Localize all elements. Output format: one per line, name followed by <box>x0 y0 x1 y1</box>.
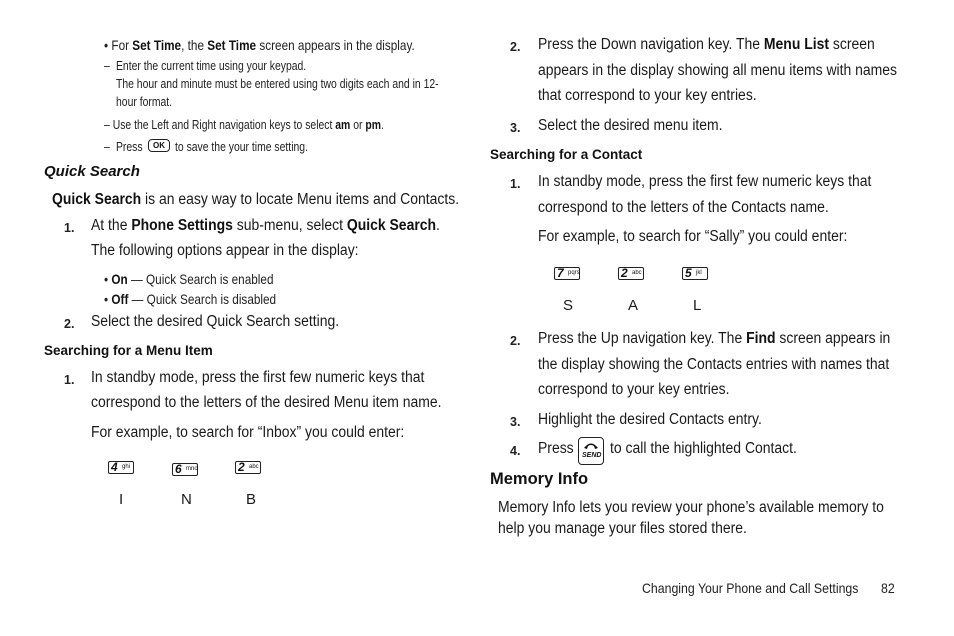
option-off <box>104 291 276 307</box>
option-on <box>104 271 273 287</box>
bold-term: Off <box>111 291 129 307</box>
page-number: 82 <box>881 580 895 596</box>
key-2-icon <box>618 267 644 280</box>
text: screen <box>829 36 875 53</box>
text: Press the Up navigation key. The <box>538 330 747 347</box>
text: Press <box>116 139 143 154</box>
dash: – <box>104 58 110 73</box>
key-letters: pqrs <box>568 270 580 276</box>
step-text: Press <box>538 440 574 457</box>
key-6-icon <box>172 463 198 476</box>
text: At the <box>91 217 132 234</box>
dash: – <box>104 117 110 132</box>
bold-term: Set Time <box>207 37 257 53</box>
step-number: 1. <box>64 373 75 387</box>
step-text-line: correspond to the letters of the Contacts name. <box>538 199 829 216</box>
key-digit: 6 <box>175 462 182 476</box>
letter: I <box>119 491 124 508</box>
bold-term: Find <box>746 330 776 347</box>
step-text <box>91 217 440 235</box>
step-text-line: correspond to the letters of the desired Menu item name. <box>91 394 442 411</box>
key-digit: 2 <box>621 266 628 280</box>
bold-term: Quick Search <box>346 217 437 234</box>
step-text-line: appears in the display showing all menu items with names <box>538 62 898 79</box>
step-number: 3. <box>510 121 521 135</box>
send-key-label: SEND <box>582 452 602 459</box>
step-text: Select the desired menu item. <box>538 117 723 134</box>
letter: S <box>563 297 574 314</box>
step-text: Select the desired Quick Search setting. <box>91 313 340 330</box>
step-number: 2. <box>510 40 521 54</box>
ok-key-icon: OK <box>148 139 170 152</box>
bullet: • <box>104 291 109 307</box>
dash: – <box>104 139 110 154</box>
key-2-icon <box>235 461 261 474</box>
text: . <box>380 117 384 132</box>
paragraph-line: Memory Info lets you review your phone’s available memory to <box>498 499 884 516</box>
text: or <box>350 117 366 132</box>
text: , the <box>181 37 208 53</box>
quick-search-heading: Quick Search <box>44 163 140 180</box>
paragraph-line: help you manage your files stored there. <box>498 520 747 537</box>
key-letters: ghi <box>122 464 131 470</box>
text: Use the Left and Right navigation keys to select <box>112 117 336 132</box>
example-text: For example, to search for “Inbox” you could enter: <box>91 424 405 441</box>
letter: A <box>628 297 639 314</box>
step-text-line: that correspond to your key entries. <box>538 87 757 104</box>
text: is an easy way to locate Menu items and Contacts. <box>141 191 460 208</box>
step-text <box>538 330 890 348</box>
bold-term: Set Time <box>132 37 182 53</box>
step-text: to call the highlighted Contact. <box>610 440 797 457</box>
key-letters: abc <box>632 270 642 276</box>
step-text: Highlight the desired Contacts entry. <box>538 411 762 428</box>
step-text-line: In standby mode, press the first few numeric keys that <box>91 369 425 386</box>
step-text-line: In standby mode, press the first few numeric keys that <box>538 173 872 190</box>
am-term: am <box>335 117 351 132</box>
key-digit: 4 <box>111 460 118 474</box>
bullet: • <box>104 271 109 287</box>
bold-term: Phone Settings <box>131 217 233 234</box>
bullet: • <box>104 37 109 53</box>
step-text-line: correspond to your key entries. <box>538 381 730 398</box>
contact-heading: Searching for a Contact <box>490 147 643 162</box>
text: to save the your time setting. <box>175 139 308 154</box>
text: screen appears in <box>775 330 891 347</box>
key-5-icon <box>682 267 708 280</box>
text: . <box>436 217 440 234</box>
key-digit: 7 <box>557 266 564 280</box>
letter: B <box>246 491 257 508</box>
sub-item-line: The hour and minute must be entered using two digits each and in 12- <box>116 76 439 91</box>
menu-item-heading: Searching for a Menu Item <box>44 343 213 358</box>
sub-item-line: hour format. <box>116 94 173 109</box>
key-letters: mno <box>186 466 198 472</box>
memory-info-heading: Memory Info <box>490 470 589 488</box>
text: — Quick Search is disabled <box>128 291 277 307</box>
key-7-icon <box>554 267 580 280</box>
step-text-line: The following options appear in the display: <box>91 242 359 259</box>
text: — Quick Search is enabled <box>127 271 274 287</box>
key-letters: jkl <box>696 270 702 276</box>
example-text: For example, to search for “Sally” you could enter: <box>538 228 848 245</box>
footer-title: Changing Your Phone and Call Settings <box>642 580 859 596</box>
step-number: 4. <box>510 444 521 458</box>
send-key-icon <box>578 437 604 465</box>
key-4-icon <box>108 461 134 474</box>
key-digit: 2 <box>238 460 245 474</box>
letter: N <box>181 491 192 508</box>
set-time-bullet <box>104 37 415 53</box>
pm-term: pm <box>365 117 381 132</box>
text: For <box>111 37 133 53</box>
sub-item-line: Enter the current time using your keypad. <box>116 58 307 73</box>
step-number: 2. <box>510 334 521 348</box>
step-number: 1. <box>510 177 521 191</box>
sub-item <box>104 117 384 132</box>
bold-term: On <box>111 271 128 287</box>
phone-handset-icon <box>583 441 599 451</box>
bold-term: Menu List <box>763 36 830 53</box>
step-text-line: the display showing the Contacts entries with names that <box>538 356 890 373</box>
text: screen appears in the display. <box>256 37 415 53</box>
step-text <box>538 36 875 54</box>
letter: L <box>693 297 702 314</box>
text: Press the Down navigation key. The <box>538 36 764 53</box>
bold-term: Quick Search <box>52 191 142 208</box>
key-digit: 5 <box>685 266 692 280</box>
step-number: 1. <box>64 221 75 235</box>
quick-search-intro <box>52 191 459 209</box>
key-letters: abc <box>249 464 259 470</box>
step-number: 2. <box>64 317 75 331</box>
text: sub-menu, select <box>232 217 347 234</box>
step-number: 3. <box>510 415 521 429</box>
